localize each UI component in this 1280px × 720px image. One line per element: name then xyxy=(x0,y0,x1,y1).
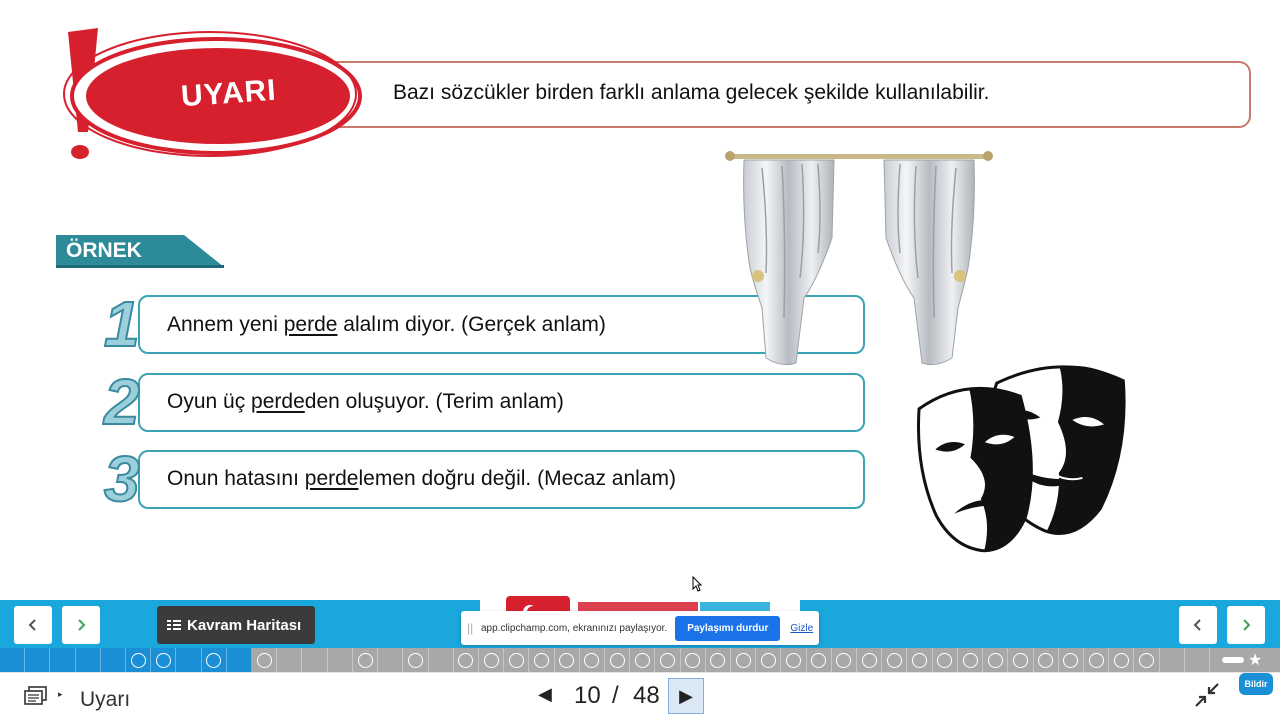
caret-icon[interactable]: ▸ xyxy=(58,689,63,699)
progress-cell[interactable] xyxy=(908,648,933,672)
progress-cell[interactable] xyxy=(101,648,126,672)
list-check-icon xyxy=(167,619,181,631)
progress-cell[interactable] xyxy=(882,648,907,672)
concept-map-label: Kavram Haritası xyxy=(187,616,302,634)
progress-cell[interactable] xyxy=(403,648,428,672)
progress-dot-icon xyxy=(484,653,499,668)
underlined-word: perde xyxy=(304,467,359,490)
progress-cell[interactable] xyxy=(1008,648,1033,672)
progress-dot-icon xyxy=(761,653,776,668)
sentence-part: den oluşuyor. (Terim anlam) xyxy=(304,390,564,413)
progress-dot-icon xyxy=(988,653,1003,668)
progress-cell[interactable] xyxy=(681,648,706,672)
progress-dot-icon xyxy=(408,653,423,668)
warning-label: UYARI xyxy=(179,73,278,114)
curtain-illustration xyxy=(722,148,997,373)
progress-cell[interactable] xyxy=(1034,648,1059,672)
progress-dot-icon xyxy=(358,653,373,668)
progress-cell[interactable] xyxy=(252,648,277,672)
example-number-2: 2 xyxy=(104,366,140,438)
progress-cell[interactable] xyxy=(781,648,806,672)
progress-cell[interactable] xyxy=(1059,648,1084,672)
progress-cell[interactable] xyxy=(277,648,302,672)
progress-cell[interactable] xyxy=(176,648,201,672)
progress-cell[interactable] xyxy=(706,648,731,672)
progress-dot-icon xyxy=(635,653,650,668)
progress-cell[interactable] xyxy=(983,648,1008,672)
progress-dot-icon xyxy=(509,653,524,668)
progress-dot-icon xyxy=(1063,653,1078,668)
next-page-button[interactable]: ▶ xyxy=(668,678,704,714)
page-total: 48 xyxy=(633,682,660,709)
progress-dot-icon xyxy=(1114,653,1129,668)
progress-cell[interactable] xyxy=(1160,648,1185,672)
progress-dot-icon xyxy=(786,653,801,668)
progress-cell[interactable] xyxy=(807,648,832,672)
progress-cell[interactable] xyxy=(479,648,504,672)
progress-cell[interactable] xyxy=(25,648,50,672)
example-label: ÖRNEK xyxy=(66,239,142,262)
progress-cell[interactable] xyxy=(580,648,605,672)
example-sentence-2 xyxy=(167,390,564,414)
hide-link[interactable]: Gizle xyxy=(790,622,814,634)
sentence-part: Oyun üç xyxy=(167,390,252,413)
sentence-part: Onun hatasını xyxy=(167,467,305,490)
page-separator: / xyxy=(612,682,619,709)
progress-cell[interactable] xyxy=(1109,648,1134,672)
progress-cell[interactable] xyxy=(303,648,328,672)
progress-dot-icon xyxy=(912,653,927,668)
theatre-masks-illustration xyxy=(905,350,1140,560)
example-sentence-1 xyxy=(167,313,606,337)
progress-cell[interactable] xyxy=(655,648,680,672)
prev-slide-button[interactable] xyxy=(14,606,52,644)
progress-cell[interactable] xyxy=(857,648,882,672)
chevron-right-icon xyxy=(74,618,88,632)
progress-cell[interactable] xyxy=(202,648,227,672)
progress-cell[interactable] xyxy=(529,648,554,672)
progress-cell[interactable] xyxy=(429,648,454,672)
progress-cell[interactable] xyxy=(50,648,75,672)
sentence-part: Annem yeni xyxy=(167,313,284,336)
progress-cell[interactable] xyxy=(328,648,353,672)
progress-cell[interactable] xyxy=(630,648,655,672)
report-button[interactable]: Bildir xyxy=(1239,673,1273,695)
next-slide-button[interactable] xyxy=(62,606,100,644)
progress-cell[interactable] xyxy=(1185,648,1210,672)
progress-dot-icon xyxy=(1089,653,1104,668)
progress-dot-icon xyxy=(887,653,902,668)
progress-cell[interactable] xyxy=(958,648,983,672)
underlined-word: perde xyxy=(251,390,305,413)
chevron-left-icon xyxy=(1191,618,1205,632)
example-number-3: 3 xyxy=(104,443,140,515)
chevron-right-icon xyxy=(1239,618,1253,632)
warning-text: Bazı sözcükler birden farklı anlama gelecek şekilde kullanılabilir. xyxy=(393,81,990,104)
progress-dot-icon xyxy=(710,653,725,668)
progress-dot-icon xyxy=(559,653,574,668)
progress-cell[interactable] xyxy=(731,648,756,672)
progress-dot-icon xyxy=(131,653,146,668)
screen-share-bar xyxy=(461,611,819,645)
underlined-word: perde xyxy=(283,313,338,336)
star-icon[interactable]: ★ xyxy=(1248,652,1263,669)
progress-dot-icon xyxy=(534,653,549,668)
progress-end-bar xyxy=(1222,657,1244,663)
progress-dot-icon xyxy=(736,653,751,668)
progress-dot-icon xyxy=(836,653,851,668)
next-page-button-right[interactable] xyxy=(1227,606,1265,644)
progress-cell[interactable] xyxy=(832,648,857,672)
progress-cell[interactable] xyxy=(555,648,580,672)
progress-dot-icon xyxy=(584,653,599,668)
progress-cell[interactable] xyxy=(933,648,958,672)
progress-cell[interactable] xyxy=(378,648,403,672)
drag-handle-icon[interactable]: || xyxy=(467,621,474,635)
progress-cell[interactable] xyxy=(227,648,252,672)
prev-page-button-right[interactable] xyxy=(1179,606,1217,644)
slide-title: Uyarı xyxy=(80,688,131,711)
progress-dot-icon xyxy=(1038,653,1053,668)
progress-cell[interactable] xyxy=(76,648,101,672)
progress-dot-icon xyxy=(458,653,473,668)
progress-dot-icon xyxy=(862,653,877,668)
example-sentence-3 xyxy=(167,467,676,491)
progress-cell[interactable] xyxy=(126,648,151,672)
progress-cell[interactable] xyxy=(1084,648,1109,672)
progress-dot-icon xyxy=(963,653,978,668)
progress-cell[interactable] xyxy=(756,648,781,672)
prev-page-button[interactable]: ◀ xyxy=(538,684,552,704)
progress-dot-icon xyxy=(1013,653,1028,668)
progress-dot-icon xyxy=(811,653,826,668)
progress-dot-icon xyxy=(156,653,171,668)
progress-cell[interactable] xyxy=(605,648,630,672)
progress-dot-icon xyxy=(610,653,625,668)
progress-dot-icon xyxy=(257,653,272,668)
screen-share-message: app.clipchamp.com, ekranınızı paylaşıyor. xyxy=(481,622,668,634)
concept-map-button[interactable] xyxy=(157,606,315,644)
sentence-part: lemen doğru değil. (Mecaz anlam) xyxy=(358,467,676,490)
slides-list-icon[interactable] xyxy=(24,686,48,706)
progress-dot-icon xyxy=(660,653,675,668)
progress-cell[interactable] xyxy=(0,648,25,672)
page-current: 10 xyxy=(574,682,601,709)
progress-dot-icon xyxy=(206,653,221,668)
progress-cell[interactable] xyxy=(1134,648,1159,672)
progress-cell[interactable] xyxy=(504,648,529,672)
collapse-icon[interactable] xyxy=(1194,682,1220,708)
stop-sharing-button[interactable]: Paylaşımı durdur xyxy=(675,616,780,641)
progress-dot-icon xyxy=(1139,653,1154,668)
sentence-part: alalım diyor. (Gerçek anlam) xyxy=(337,313,606,336)
progress-dot-icon xyxy=(937,653,952,668)
progress-dot-icon xyxy=(685,653,700,668)
mouse-cursor-icon xyxy=(692,576,702,592)
progress-cell[interactable] xyxy=(353,648,378,672)
progress-cell[interactable] xyxy=(454,648,479,672)
example-number-1: 1 xyxy=(104,288,140,360)
chevron-left-icon xyxy=(26,618,40,632)
progress-cell[interactable] xyxy=(151,648,176,672)
progress-end xyxy=(1222,651,1272,669)
